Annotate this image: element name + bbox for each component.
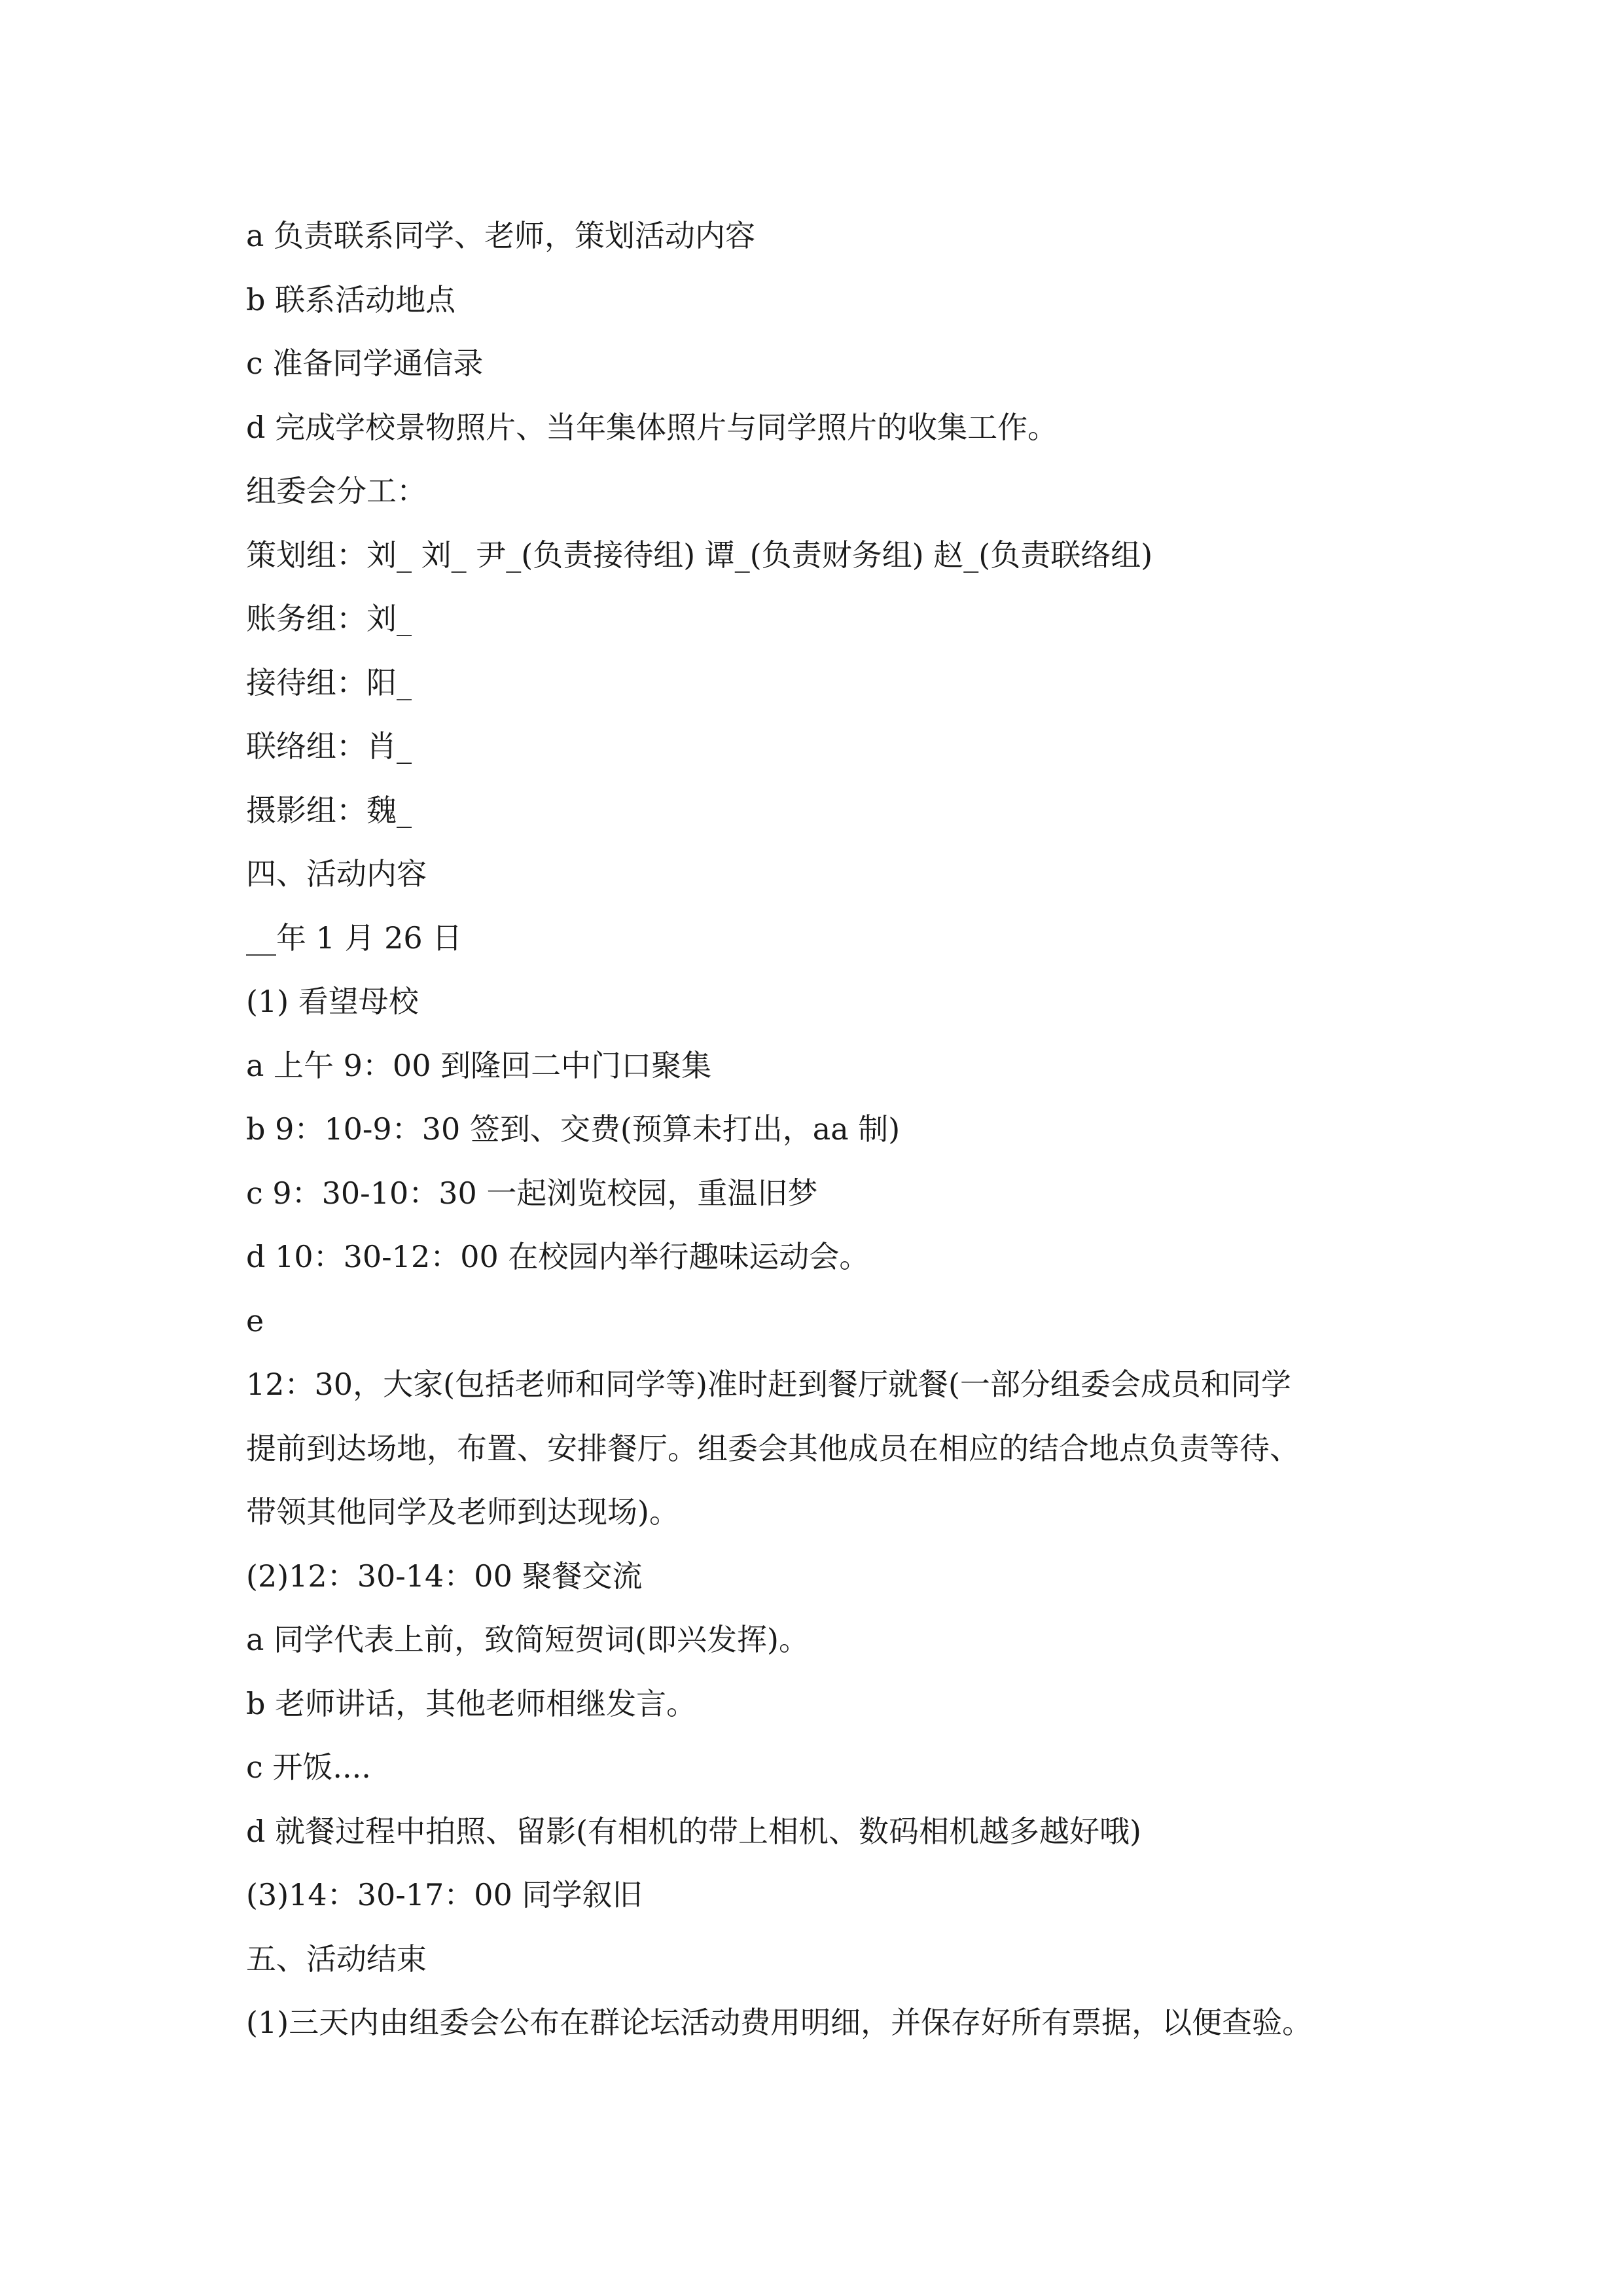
list-item-a-contact: a 负责联系同学、老师，策划活动内容 — [246, 218, 756, 253]
subsection-visit-school: (1) 看望母校 — [246, 984, 419, 1019]
section-heading-end: 五、活动结束 — [246, 1941, 427, 1977]
subsection-dinner: (2)12：30-14：00 聚餐交流 — [246, 1558, 643, 1594]
schedule-item-d: d 10：30-12：00 在校园内举行趣味运动会。 — [246, 1239, 870, 1274]
dinner-item-d: d 就餐过程中拍照、留影(有相机的带上相机、数码相机越多越好哦) — [246, 1813, 1141, 1849]
committee-heading: 组委会分工： — [246, 473, 427, 509]
dinner-item-a: a 同学代表上前，致简短贺词(即兴发挥)。 — [246, 1622, 809, 1657]
schedule-item-e-line3: 带领其他同学及老师到达现场)。 — [246, 1494, 679, 1530]
list-item-c-directory: c 准备同学通信录 — [246, 346, 484, 381]
photography-group: 摄影组：魏_ — [246, 792, 412, 828]
schedule-item-e-line2: 提前到达场地，布置、安排餐厅。组委会其他成员在相应的结合地点负责等待、 — [246, 1430, 1300, 1466]
schedule-item-e-line1: 12：30，大家(包括老师和同学等)准时赶到餐厅就餐(一部分组委会成员和同学 — [246, 1367, 1291, 1402]
dinner-item-c: c 开饭.... — [246, 1749, 371, 1785]
list-item-d-photos: d 完成学校景物照片、当年集体照片与同学照片的收集工作。 — [246, 409, 1058, 445]
activity-date: __年 1 月 26 日 — [246, 920, 463, 956]
planning-group: 策划组：刘_ 刘_ 尹_(负责接待组) 谭_(负责财务组) 赵_(负责联络组) — [246, 537, 1153, 573]
end-item-1: (1)三天内由组委会公布在群论坛活动费用明细，并保存好所有票据，以便查验。 — [246, 2005, 1313, 2040]
dinner-item-b: b 老师讲话，其他老师相继发言。 — [246, 1685, 697, 1721]
document-body — [246, 204, 1411, 2055]
schedule-item-e-label: e — [246, 1302, 264, 1338]
schedule-item-c: c 9：30-10：30 一起浏览校园，重温旧梦 — [246, 1175, 818, 1211]
list-item-b-venue: b 联系活动地点 — [246, 281, 456, 317]
subsection-reminisce: (3)14：30-17：00 同学叙旧 — [246, 1877, 643, 1912]
schedule-item-a: a 上午 9：00 到隆回二中门口聚集 — [246, 1047, 712, 1083]
reception-group: 接待组：阳_ — [246, 664, 412, 700]
finance-group: 账务组：刘_ — [246, 601, 412, 636]
schedule-item-b: b 9：10-9：30 签到、交费(预算未打出，aa 制) — [246, 1111, 901, 1147]
section-heading-activities: 四、活动内容 — [246, 856, 427, 891]
liaison-group: 联络组：肖_ — [246, 728, 412, 764]
